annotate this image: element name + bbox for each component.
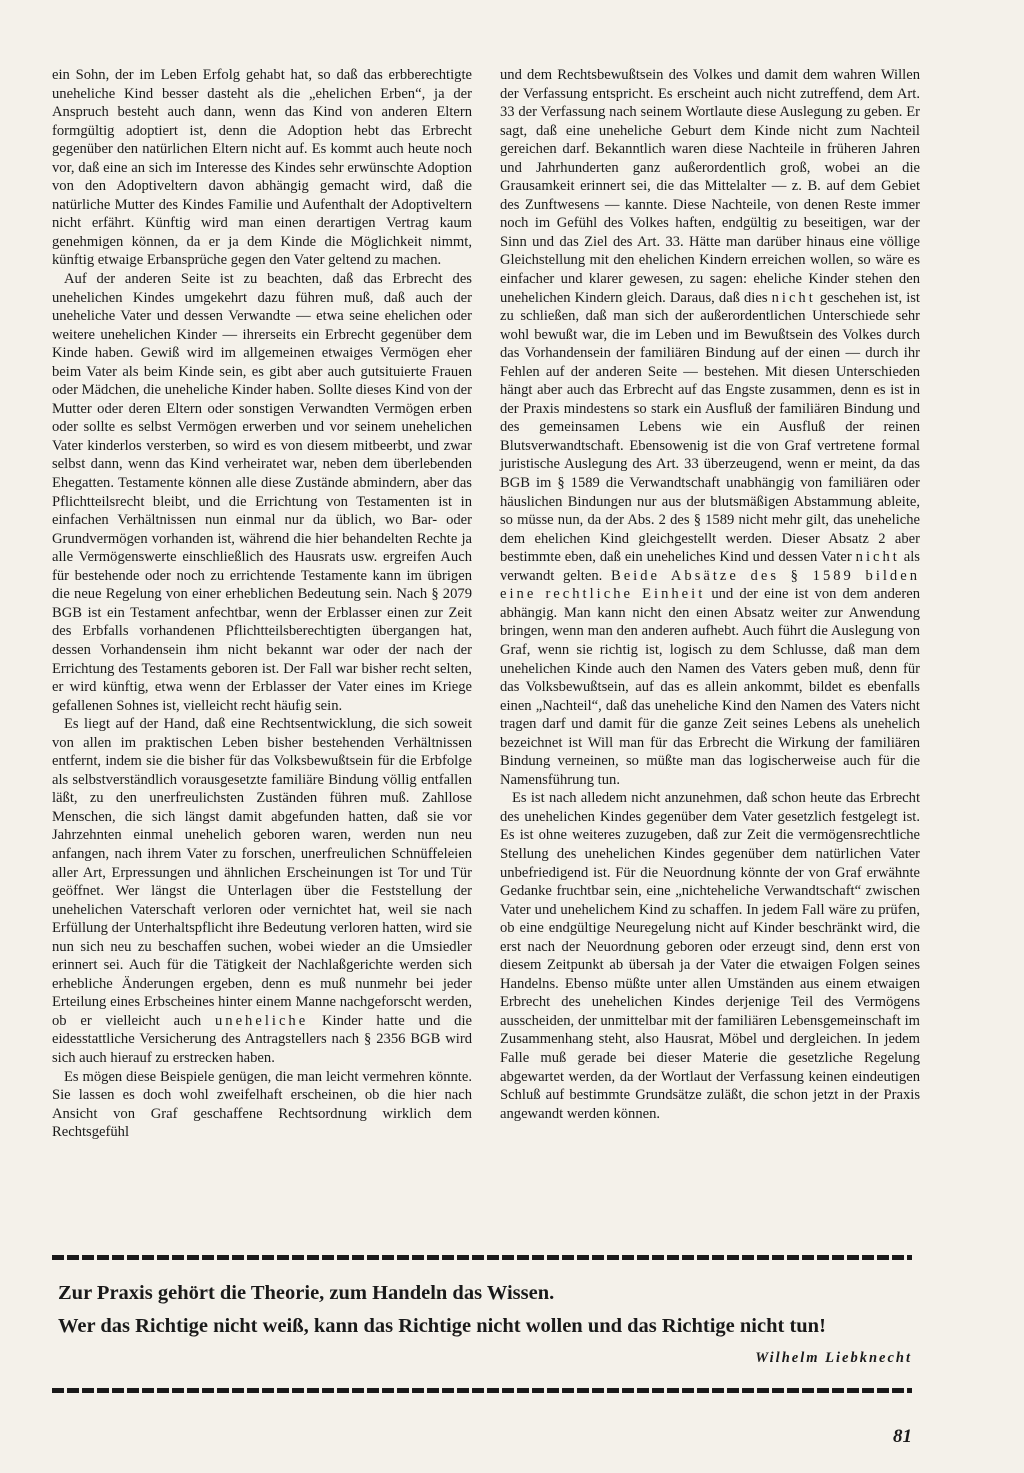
- column-left: [52, 66, 472, 1142]
- article-columns: [52, 66, 920, 1142]
- bottom-rule: [52, 1388, 912, 1393]
- quote-line-2: Wer das Richtige nicht weiß, kann das Richtige nicht wollen und das Richtige nicht tun!: [58, 1315, 826, 1337]
- paragraph: Es liegt auf der Hand, daß eine Rechtsentwicklung, die sich soweit von allen im praktischen Leben bisher bestehenden Verhältnissen entfernt, indem sie die bisher für das Volksbewußtsein für die Erbfolge als selbstverständlich vorausgesetzte familiäre Bindung völlig entfallen läßt, zu den unerfreulichsten Zuständen führen muß. Zahllose Menschen, die sich längst damit abgefunden hatten, daß sie vor Jahrzehnten einmal unehelich geboren waren, werden nun neu anfangen, nach ihrem Vater zu forschen, unerfreulichen Schnüffeleien aller Art, Erpressungen und ähnlichen Erscheinungen ist Tor und Tür geöffnet. Wer längst die Unterlagen über die Feststellung der unehelichen Vaterschaft verloren oder vernichtet hat, weil sie nach Erfüllung der Unterhaltspflicht ihre Bedeutung verloren hatten, wird sie nun sich neu zu beschaffen suchen, wobei wieder an die Umsiedler erinnert sei. Auch für die Tätigkeit der Nachlaßgerichte werden sich erhebliche Änderungen ergeben, denn es muß nunmehr bei jeder Erteilung eines Erbscheines hinter einem Manne nachgeforscht werden, ob er vielleicht auch uneheliche Kinder hatte und die eidesstattliche Versicherung des Antragstellers nach § 2356 BGB wird sich auch hierauf zu erstrecken haben.: [52, 716, 473, 1066]
- paragraph: und dem Rechtsbewußtsein des Volkes und damit dem wahren Willen der Verfassung entspricht. Es erscheint auch nicht zutreffend, dem Art. 33 der Verfassung nach seinem Wortlaute diese Auslegung zu geben. Er sagt, daß eine uneheliche Geburt dem Kinde nicht zum Nachteil gereichen darf. Bekanntlich waren diese Nachteile in früheren Jahren und Jahrhunderten ganz außerordentlich groß, wobei an die Grausamkeit erinnert sei, die das Mittelalter — z. B. auf dem Gebiet des Zunftwesens — kannte. Diese Nachteile, von denen Reste immer noch im Gefühl des Volkes haften, endgültig zu beseitigen, war der Sinn und das Ziel des Art. 33. Hätte man darüber hinaus eine völlige Gleichstellung mit den ehelichen Kindern erreichen wollen, so wäre es einfacher und klarer gewesen, zu sagen: eheliche Kinder stehen den unehelichen Kindern gleich. Daraus, daß dies nicht geschehen ist, ist zu schließen, daß man sich der außerordentlichen Unterschiede sehr wohl bewußt war, die im Leben und im Bewußtsein des Volkes durch das Vorhandensein der familiären Bindung auf der einen — durch ihr Fehlen auf der anderen Seite — bestehen. Mit diesen Unterschieden hängt aber auch das Erbrecht auf das Engste zusammen, denn es ist in der Praxis mindestens so stark ein Ausfluß der familiären Bindung und des gemeinsamen Lebens wie ein Ausfluß der reinen Blutsverwandtschaft. Ebensowenig ist die von Graf vertretene formal juristische Auslegung des Art. 33 überzeugend, wenn er meint, da das BGB im § 1589 die Verwandtschaft unabhängig von familiären oder häuslichen Bindungen nur aus der blutsmäßigen Abstammung ableite, so müsse nun, da der Abs. 2 des § 1589 nicht mehr gilt, das uneheliche dem ehelichen Kind gleichgestellt werden. Dieser Absatz 2 aber bestimmte eben, daß ein uneheliches Kind und dessen Vater nicht als verwandt gelten. Beide Absätze des § 1589 bilden eine rechtliche Einheit und der eine ist von dem anderen abhängig. Man kann nicht den einen Absatz weiter zur Anwendung bringen, wenn man den anderen aufhebt. Auch führt die Auslegung von Graf, wenn sie richtig ist, logisch zu dem Schlusse, daß man dem unehelichen Kinde auch den Namen des Vaters geben muß, denn für das Volksbewußtsein, auf das es allein ankommt, bildet es ebenfalls einen „Nachteil“, daß das uneheliche Kind den Namen des Vaters nicht tragen darf und damit für die ganze Zeit seines Lebens als unehelich bezeichnet ist Will man für das Erbrecht die Wirkung der familiären Bindung verneinen, so müßte man das logischerweise auch für die Namensführung tun.: [500, 67, 920, 788]
- paragraph: Auf der anderen Seite ist zu beachten, daß das Erbrecht des unehelichen Kindes umgekehrt dazu führen muß, daß auch der uneheliche Vater und dessen Verwandte — etwa seine ehelichen oder weitere unehelichen Kinder — ihrerseits ein Erbrecht gegenüber dem Kinde haben. Gewiß wird im allgemeinen etwaiges Vermögen eher beim Vater als beim Kinde sein, es gibt aber auch gutsituierte Frauen oder Mädchen, die uneheliche Kinder haben. Sollte dieses Kind von der Mutter oder deren Eltern oder sonstigen Verwandten Vermögen erben oder sollte es selbst Vermögen erwerben und vor seinem unehelichen Vater kinderlos versterben, so wird es von diesem mitbeerbt, und zwar selbst dann, wenn das Kind verheiratet war, neben dem überlebenden Ehegatten. Testamente können alle diese Zustände abmindern, aber das Pflichtteilsrecht bleibt, und die Errichtung von Testamenten ist in einfachen Verhältnissen nun einmal nur da üblich, wo Bar- oder Grundvermögen vorhanden ist, während die hier behandelten Rechte ja alle Vermögenswerte einschließlich des Hausrats usw. ergreifen Auch für bestehende oder noch zu errichtende Testamente kann im übrigen die neue Regelung von einer erheblichen Bedeutung sein. Nach § 2079 BGB ist ein Testament anfechtbar, wenn der Erblasser einen zur Zeit des Erbfalls vorhandenen Pflichtteilsberechtigten übergangen hat, dessen Vorhandensein ihm nicht bekannt war oder der nach der Errichtung des Testaments geboren ist. Der Fall war bisher recht selten, er wird künftig, etwa wenn der Erblasser der Vater eines im Kriege gefallenen Sohnes ist, vielleicht recht häufig sein.: [52, 271, 472, 714]
- spaced-emphasis: nicht: [771, 289, 816, 306]
- column-right: [500, 66, 920, 1142]
- quote-author: Wilhelm Liebknecht: [755, 1350, 912, 1366]
- quote-block: [52, 1277, 920, 1343]
- spaced-emphasis: Beide Absätze des § 1589 bilden eine rechtliche Einheit: [500, 567, 920, 603]
- paragraph: ein Sohn, der im Leben Erfolg gehabt hat, so daß das erbberechtigte uneheliche Kind besser dasteht als die „ehelichen Erben“, ja der Anspruch besteht auch dann, wenn das Kind von anderen Eltern formgültig adoptiert ist, denn die Adoption hebt das Erbrecht gegenüber den natürlichen Eltern nicht auf. Es kommt auch heute noch vor, daß eine an sich im Interesse des Kindes sehr erwünschte Adoption von den Adoptiveltern davon abhängig gemacht wird, daß die natürliche Mutter des Kindes Familie und Aufenthalt der Adoptiveltern nicht erfährt. Künftig wird man einen derartigen Vertrag kaum genehmigen können, da er ja dem Kinde die Möglichkeit nimmt, künftig etwaige Erbansprüche gegen den Vater geltend zu machen.: [52, 67, 472, 269]
- spaced-emphasis: nicht: [855, 549, 900, 566]
- paragraph: Es ist nach alledem nicht anzunehmen, daß schon heute das Erbrecht des unehelichen Kindes gegenüber dem Vater gesetzlich festgelegt ist. Es ist ohne weiteres zuzugeben, daß zur Zeit die vermögensrechtliche Stellung des unehelichen Kindes gegenüber dem natürlichen Vater unbefriedigend ist. Für die Neuordnung könnte der von Graf erwähnte Gedanke fruchtbar sein, eine „nichteheliche Verwandtschaft“ zwischen Vater und unehelichem Kind zu schaffen. In jedem Fall wäre zu prüfen, ob eine endgültige Neuregelung nicht auf Kinder beschränkt wird, die erst nach der Neuordnung geboren oder erzeugt sind, denn erst von diesem Zeitpunkt ab übersah ja der Vater die etwaigen Folgen seines Handelns. Ebenso müßte unter allen Umständen aus einem etwaigen Erbrecht des unehelichen Kindes derjenige Teil des Vermögens ausscheiden, der unmittelbar mit der familiären Lebensgemeinschaft im Zusammenhang steht, also Hausrat, Möbel und dergleichen. In jedem Falle muß gerade bei dieser Materie die gesetzliche Regelung abgewartet werden, da der Wortlaut der Verfassung keinen eindeutigen Schluß auf bestimmte Grundsätze zuläßt, die schon jetzt in der Praxis angewandt werden können.: [500, 790, 920, 1122]
- spaced-emphasis: uneheliche: [214, 1012, 309, 1029]
- paragraph: Es mögen diese Beispiele genügen, die man leicht vermehren könnte. Sie lassen es doch wohl zweifelhaft erscheinen, ob die hier nach Ansicht von Graf geschaffene Rechtsordnung wirklich dem Rechtsgefühl: [52, 1068, 472, 1141]
- top-rule: [52, 1255, 912, 1260]
- quote-line-1: Zur Praxis gehört die Theorie, zum Handeln das Wissen.: [58, 1282, 555, 1304]
- page-number: 81: [893, 1426, 912, 1447]
